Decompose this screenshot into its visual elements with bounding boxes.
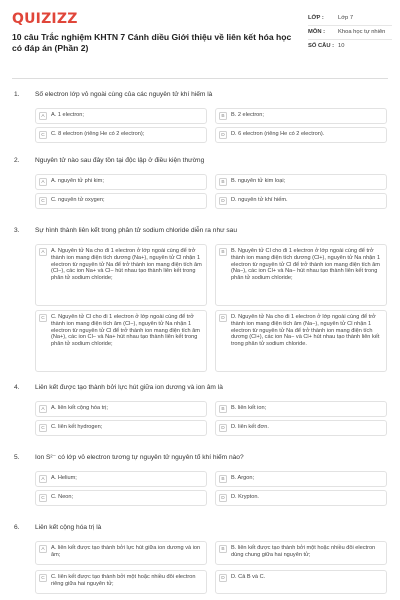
option-letter: A [39, 178, 47, 186]
meta-grade [308, 12, 392, 26]
meta-subject [308, 26, 392, 40]
option-text: B. nguyên tử kim loại; [231, 178, 286, 184]
option-text: C. liên kết được tạo thành bởi một hoặc nhiều đôi electron riêng giữa hai nguyên tử; [51, 574, 196, 587]
option-letter: D [219, 494, 227, 502]
question-3 [14, 227, 388, 384]
question-number: 3. [14, 227, 20, 234]
question-number: 6. [14, 524, 20, 531]
option-text: C. liên kết hydrogen; [51, 424, 103, 430]
option-letter: D [219, 197, 227, 205]
option-b[interactable] [215, 174, 387, 190]
option-letter: C [39, 197, 47, 205]
option-letter: A [39, 545, 47, 553]
question-4 [14, 384, 388, 445]
option-text: D. Cả B và C. [231, 574, 266, 580]
question-number: 5. [14, 454, 20, 461]
question-6 [14, 524, 388, 600]
question-number: 1. [14, 91, 20, 98]
question-text: Nguyên tử nào sau đây tồn tại độc lập ở điều kiện thường [35, 157, 205, 164]
option-d[interactable] [215, 490, 387, 506]
grade-value: Lớp 7 [338, 15, 354, 21]
quizizz-logo [12, 11, 78, 27]
option-letter: D [219, 131, 227, 139]
option-text: B. Argon; [231, 475, 255, 481]
option-d[interactable] [215, 570, 387, 594]
option-letter: A [39, 475, 47, 483]
option-a[interactable] [35, 541, 207, 565]
option-letter: A [39, 405, 47, 413]
option-letter: B [219, 545, 227, 553]
subject-value: Khoa học tự nhiên [338, 29, 386, 35]
option-letter: A [39, 112, 47, 120]
option-text: B. Nguyên tử Cl cho đi 1 electron ở lớp ngoài cùng để trở thành ion mang điện tích dương (Cl+), nguyên tử Na nhận 1 electron từ nguyên tử Cl để trở thành ion mang điện tích âm (Na−), các ion Cl+ và Na− hút nhau tạo thành liên kết trong phân tử sodium chloride; [231, 248, 381, 282]
option-a[interactable] [35, 244, 207, 306]
option-text: C. Neon; [51, 494, 74, 500]
option-b[interactable] [215, 471, 387, 487]
option-d[interactable] [215, 420, 387, 436]
option-a[interactable] [35, 174, 207, 190]
option-letter: B [219, 405, 227, 413]
option-text: A. Nguyên tử Na cho đi 1 electron ở lớp ngoài cùng để trở thành ion mang điện tích dương (Na+), nguyên tử Cl nhận 1 electron từ nguyên tử Na để trở thành ion mang điện tích âm (Cl−), các ion Na+ và Cl− hút nhau tạo thành liên kết trong phân tử sodium chloride; [51, 248, 202, 282]
question-text: Số electron lớp vỏ ngoài cùng của các nguyên tử khí hiếm là [35, 91, 213, 98]
option-letter: A [39, 248, 47, 256]
option-text: D. 6 electron (riêng He có 2 electron). [231, 131, 325, 137]
question-number: 4. [14, 384, 20, 391]
option-letter: D [219, 314, 227, 322]
option-d[interactable] [215, 127, 387, 143]
option-letter: B [219, 178, 227, 186]
option-text: A. liên kết được tạo thành bởi lực hút giữa ion dương và ion âm; [51, 545, 201, 558]
option-c[interactable] [35, 310, 207, 372]
option-text: B. liên kết ion; [231, 405, 267, 411]
option-text: D. Nguyên tử Na cho đi 1 electron ở lớp ngoài cùng để trở thành ion mang điện tích âm (Na−), nguyên tử Cl nhận 1 electron từ nguyên tử Na để trở thành ion mang điện tích dương (Cl+), các ion Na− và Cl+ hút nhau tạo thành liên kết trong phân tử sodium chloride. [231, 314, 380, 348]
option-text: D. nguyên tử khí hiếm. [231, 197, 288, 203]
question-1 [14, 91, 388, 152]
count-value: 10 [338, 43, 345, 49]
option-b[interactable] [215, 244, 387, 306]
subject-label: MÔN : [308, 29, 326, 35]
option-letter: B [219, 248, 227, 256]
option-text: B. 2 electron; [231, 112, 264, 118]
option-letter: D [219, 424, 227, 432]
option-c[interactable] [35, 490, 207, 506]
option-text: D. liên kết đơn. [231, 424, 269, 430]
option-c[interactable] [35, 127, 207, 143]
option-b[interactable] [215, 401, 387, 417]
count-label: SỐ CÂU : [308, 43, 335, 49]
question-text: Liên kết được tạo thành bởi lực hút giữa ion dương và ion âm là [35, 384, 223, 391]
option-b[interactable] [215, 541, 387, 565]
logo-text: QUIZIZZ [12, 11, 78, 27]
option-text: A. Helium; [51, 475, 77, 481]
question-text: Sự hình thành liên kết trong phân tử sodium chloride diễn ra như sau [35, 227, 238, 234]
option-letter: C [39, 131, 47, 139]
question-text: Ion S²⁻ có lớp vỏ electron tương tự nguyên tử nguyên tố khí hiếm nào? [35, 454, 244, 461]
option-text: C. 8 electron (riêng He có 2 electron); [51, 131, 145, 137]
option-text: C. Nguyên tử Cl cho đi 1 electron ở lớp ngoài cùng để trở thành ion mang điện tích âm (Cl−), nguyên tử Na nhận 1 electron từ nguyên tử Cl để trở thành ion mang điện tích âm (Na+), các ion Cl− và Na+ hút nhau tạo thành liên kết trong phân tử sodium chloride; [51, 314, 200, 348]
option-text: C. nguyên tử oxygen; [51, 197, 105, 203]
option-a[interactable] [35, 471, 207, 487]
option-letter: D [219, 574, 227, 582]
option-text: A. liên kết cộng hóa trị; [51, 405, 108, 411]
header-divider [12, 78, 388, 79]
option-letter: C [39, 314, 47, 322]
option-c[interactable] [35, 420, 207, 436]
page-title: 10 câu Trắc nghiệm KHTN 7 Cánh diều Giới thiệu về liên kết hóa học có đáp án (Phần 2) [12, 32, 292, 53]
option-text: A. 1 electron; [51, 112, 84, 118]
grade-label: LỚP : [308, 15, 324, 21]
option-d[interactable] [215, 193, 387, 209]
meta-count [308, 40, 392, 53]
option-text: D. Krypton. [231, 494, 259, 500]
option-b[interactable] [215, 108, 387, 124]
option-text: B. liên kết được tạo thành bởi một hoặc nhiều đôi electron dùng chung giữa hai nguyên tử; [231, 545, 376, 558]
option-c[interactable] [35, 570, 207, 594]
question-number: 2. [14, 157, 20, 164]
option-letter: B [219, 475, 227, 483]
option-letter: C [39, 574, 47, 582]
meta-panel [308, 12, 392, 53]
option-letter: B [219, 112, 227, 120]
option-a[interactable] [35, 401, 207, 417]
option-letter: C [39, 494, 47, 502]
question-2 [14, 157, 388, 218]
question-text: Liên kết cộng hóa trị là [35, 524, 102, 531]
option-letter: C [39, 424, 47, 432]
option-c[interactable] [35, 193, 207, 209]
question-5 [14, 454, 388, 515]
option-d[interactable] [215, 310, 387, 372]
option-a[interactable] [35, 108, 207, 124]
option-text: A. nguyên tử phi kim; [51, 178, 104, 184]
